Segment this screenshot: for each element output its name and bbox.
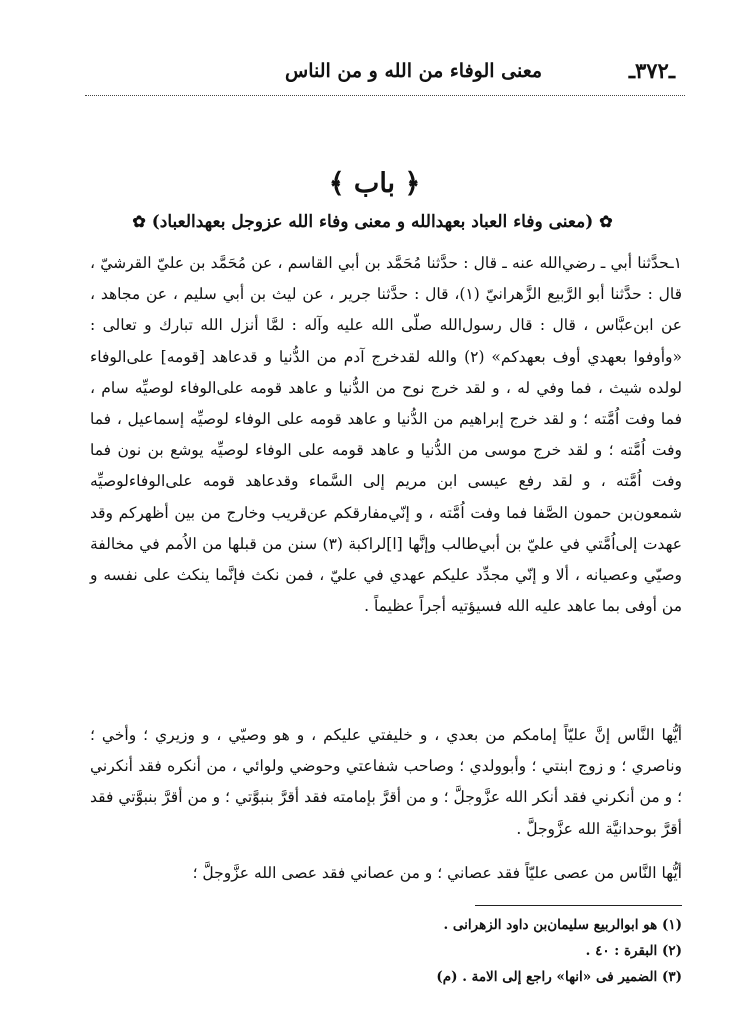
- paragraph-sermon: [90, 720, 682, 845]
- section-title: (معنى وفاء العباد بعهدالله و معنى وفاء الله عزوجل بعهدالعباد): [151, 212, 594, 232]
- section-heading: [80, 212, 665, 232]
- footnote-divider: [475, 905, 682, 906]
- footnote-2: (٢) البقرة : ٤٠ .: [585, 943, 682, 959]
- footnote-1: (١) هو ابوالربيع سليمان‌بن داود الزهرانى .: [443, 917, 682, 933]
- running-title: معنى الوفاء من الله و من الناس: [285, 60, 543, 82]
- footnote-3: (٣) الضمير فى «انها» راجع إلى الامة . (م): [436, 969, 682, 985]
- page-header: [95, 58, 675, 90]
- paragraph-text: أيُّها النَّاس من عصى عليّاً فقد عصاني ؛ و من عصاني فقد عصى الله عزَّوجلَّ ؛: [192, 864, 682, 882]
- flower-ornament-icon: ✿: [599, 212, 613, 231]
- page-number: ـ٣٧٢ـ: [628, 58, 675, 83]
- chapter-heading: ﴿ باب ﴾: [328, 168, 421, 199]
- footnotes: [90, 912, 682, 990]
- paragraph-hadith: [90, 248, 682, 622]
- paragraph-text: أيُّها النَّاس إنَّ عليّاً إمامكم من بعدي ، و خليفتي عليكم ، و هو وصيّي ، و وزيري ؛ وأخي ؛ وناصري ؛ و زوج ابنتي ؛ وأبوولدي ؛ وصاحب شفاعتي وحوضي ولوائي ، من أنكره فقد أنكرني ؛ و من أنكرني فقد أنكر الله عزَّوجلَّ ؛ و من أقرَّ بإمامته فقد أقرَّ بنبوَّتي ؛ و من أقرَّ بنبوَّتي فقد أقرَّ بوحدانيَّة الله عزَّوجلَّ .: [90, 726, 682, 838]
- paragraph-closing: [90, 858, 682, 889]
- flower-ornament-icon: ✿: [132, 212, 146, 231]
- header-divider: [85, 95, 685, 96]
- paragraph-text: ١ـحدَّثنا أبي ـ رضي‌الله عنه ـ قال : حدَّثنا مُحَمَّد بن أبي القاسم ، عن مُحَمَّد بن عليّ القرشيّ ، قال : حدَّثنا أبو الرَّبيع الزَّهرانيّ (١)، قال : حدَّثنا جرير ، عن ليث بن أبي سليم ، عن مجاهد ، عن ابن‌عبَّاس ، قال : قال رسول‌الله صلّى الله عليه وآله : لمَّا أنزل الله تبارك و تعالى : «وأوفوا بعهدي أوف بعهدكم» (٢) والله لقدخرج آدم من الدُّنيا و قدعاهد [قومه] على‌الوفاء لولده شيث ، فما وفي له ، و لقد خرج نوح من الدُّنيا و عاهد قومه على‌الوفاء لوصيِّه سام ، فما وفت اُمَّته ؛ و لقد خرج إبراهيم من الدُّنيا و عاهد قومه على الوفاء لوصيِّه إسماعيل ، فما وفت اُمَّته ؛ و لقد خرج موسى من الدُّنيا و عاهد قومه على الوفاء لوصيِّه يوشع بن نون فما وفت اُمَّته ، و لقد رفع عيسى ابن مريم إلى السَّماء وقدعاهد قومه على‌الوفاءلوصيِّه شمعون‌بن حمون الصَّفا فما وفت اُمَّته ، و إنّي‌مفارقكم عن‌قريب وخارج من بين أظهركم وقد عهدت إلى‌اُمَّتي في عليّ بن أبي‌طالب وإنَّها [ا]لراكبة (٣) سنن من قبلها من الاُمم في مخالفة وصيّي وعصيانه ، ألا و إنّي مجدِّد عليكم عهدي في عليّ ، فمن نكث فإنَّما ينكث على نفسه و من أوفى بما عاهد عليه الله فسيؤتيه أجراً عظيماً .: [90, 254, 682, 616]
